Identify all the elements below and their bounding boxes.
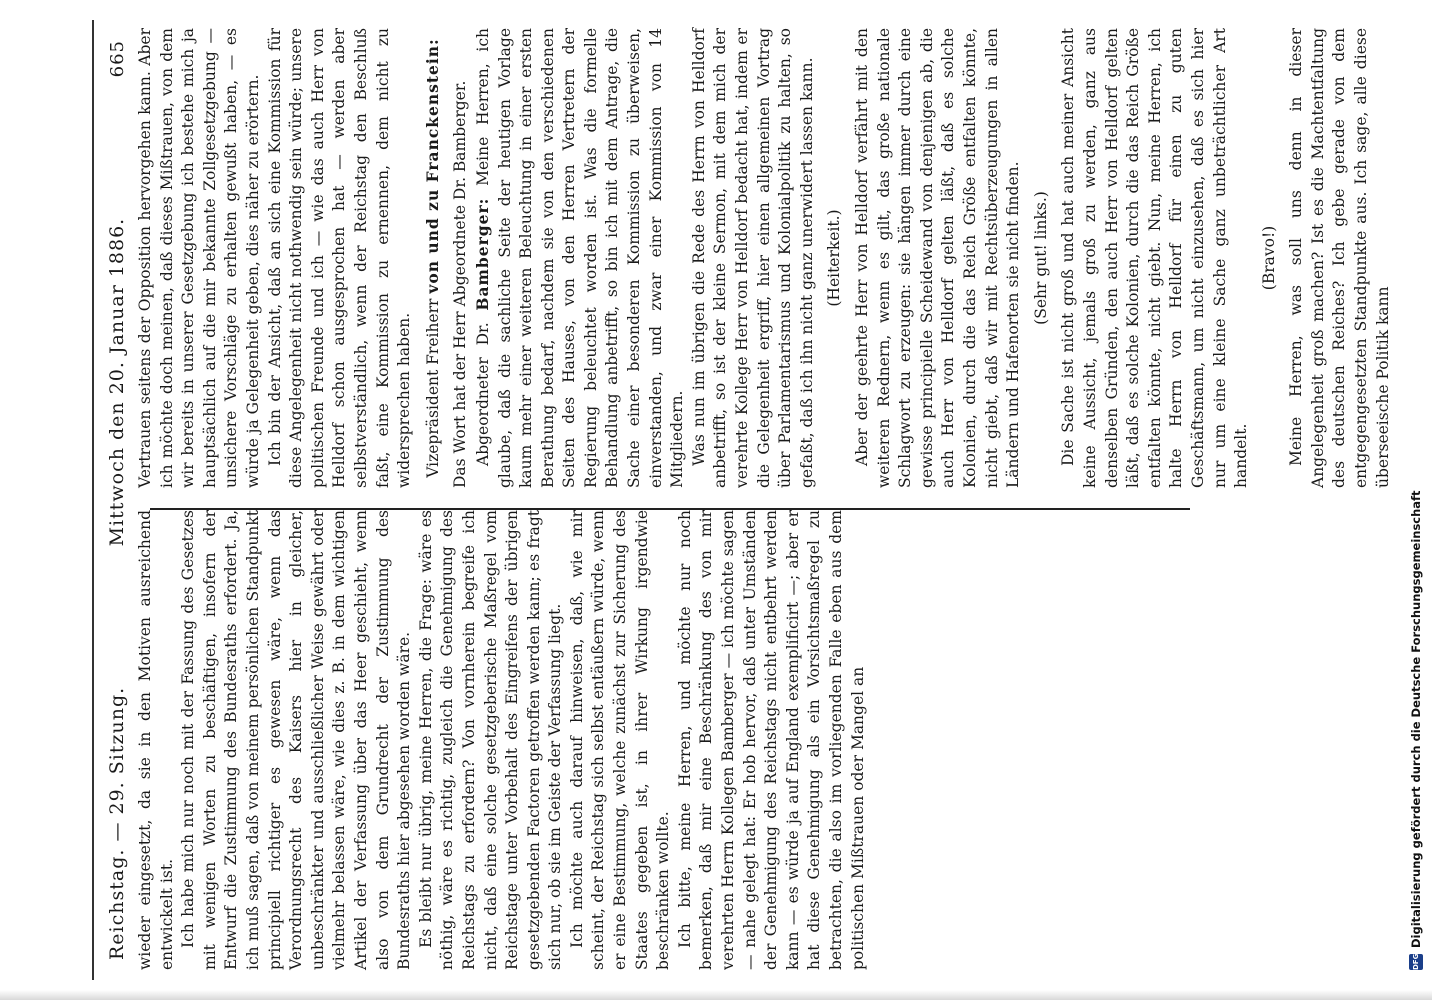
header-left: Reichstag. — 29. Sitzung. [106, 686, 128, 960]
stage-direction: (Heiterkeit.) [825, 209, 844, 307]
speaker-name: Bamberger: [472, 197, 492, 311]
right-paragraph: Vertrauen seitens der Opposition hervorgehen kann. Aber ich möchte doch meinen, daß dieses Mißtrauen, von dem wir bereits in unserer Gesetzgebung ich bestehe mich ja hauptsächlich auf die mir bekannte Zollgesetzgebung — unsichere Vorschläge zu erhalten gewußt haben, — es würde ja Gelegenheit geben, dies näher zu erörtern. [136, 28, 262, 488]
stage-direction: (Sehr gut! links.) [1031, 191, 1050, 325]
right-paragraph: Die Sache ist nicht groß und hat auch meiner Ansicht keine Aussicht, jemals groß zu werden, ganz aus denselben Gründen, den auch Herr von Helldorf gelten läßt, daß es solche Kolonien, durch die das Reich Größe entfalten könnte, nicht giebt. Nun, meine Herren, ich halte Herrn von Helldorf für einen zu guten Geschäftsmann, um nicht einzusehen, daß es sich hier nur um eine kleine Sache ganz unbeträchtlicher Art handelt. [1059, 28, 1251, 488]
left-paragraph: Ich möchte auch darauf hinweisen, daß, wie mir scheint, der Reichstag sich selbst entäußern würde, wenn er eine Bestimmung, welche zunächst zur Sicherung des Staates gegeben ist, in ihrer Wirkung irgendwie beschränken wollte. [567, 510, 673, 970]
running-header [100, 40, 134, 960]
header-center: Mittwoch den 20. Januar 1886. [106, 217, 128, 547]
dfg-logo-icon: DFG [1409, 954, 1423, 970]
speech-opening [472, 28, 689, 488]
presiding-officer-line [422, 28, 445, 488]
vp-name: von und zu Franckenstein: [422, 38, 442, 294]
left-paragraph: Ich bitte, meine Herren, und möchte nur noch bemerken, daß mir eine Beschränkung des von mir verehrten Herrn Kollegen Bamberger — ich möchte sagen — nahe gelegt hat: Er hob hervor, daß unter Umständen der Genehmigung des Reichstags nicht entbehrt werden kann — es würde ja auf England exemplificirt —; aber er hat diese Genehmigung als ein Vorsichtsmaßregel zu betrachten, die also im vorliegenden Falle eben aus dem politischen Mißtrauen oder Mangel an [675, 510, 867, 970]
column-divider [150, 508, 1190, 510]
stage-direction: (Bravo!) [1259, 225, 1278, 291]
left-paragraph: wieder eingesetzt, da sie in den Motiven ausreichend entwickelt ist. [136, 510, 176, 970]
right-paragraph: Ich bin der Ansicht, daß an sich eine Kommission für diese Angelegenheit nicht nothwendig sein würde; unsere politischen Freunde und ich — wie das auch Herr von Helldorf schon ausgesprochen hat — werden aber selbstverständlich, wenn der Reichstag den Beschluß faßt, eine Kommission zu ernennen, dem nicht zu widersprechen haben. [265, 28, 414, 488]
digitization-credit [1405, 30, 1427, 970]
page-number: 665 [106, 40, 128, 78]
vp-title: Vizepräsident Freiherr [423, 298, 442, 478]
right-paragraph: Was nun im übrigen die Rede des Herrn von Helldorf anbetrifft, so ist der kleine Sermon, mit dem mich der verehrte Kollege Herr von Helldorf bedacht hat, indem er die Gelegenheit ergriff, hier einen allgemeinen Vortrag über Parlamentarismus und Kolonialpolitik zu halten, so gefaßt, daß ich ihn nicht ganz unerwidert lassen kann. [689, 28, 816, 488]
digitization-note: Digitalisierung gefördert durch die Deutsche Forschungsgemeinschaft [1409, 490, 1423, 948]
right-paragraph: Meine Herren, was soll uns denn in dieser Angelegenheit groß machen? Ist es die Machtentfaltung des deutschen Reiches? Ich gebe gerade von dem entgegengesetzten Standpunkte aus. Ich sage, alle diese überseeische Politik kann [1287, 28, 1392, 488]
right-paragraph: Aber der geehrte Herr von Helldorf verfährt mit den weiteren Rednern, wenn es gilt, das große nationale Schlagwort zu erzeugen: sie hängen immer durch eine gewisse principielle Scheidewand von denjenigen ab, die auch Herr von Helldorf gelten läßt, daß es solche Kolonien, durch die das Reich Größe entfalten könnte, nicht giebt, daß wir mit Rechtsüberzeugungen in allen Ländern und Hafenorten sie nicht finden. [853, 28, 1023, 488]
speaker-title: Abgeordneter Dr. [473, 322, 492, 466]
left-column [135, 510, 1295, 970]
left-paragraph: Ich habe mich nur noch mit der Fassung des Gesetzes mit wenigen Worten zu beschäftigen, insofern der Entwurf die Zustimmung des Bundesraths erfordert. Ja, ich muß sagen, daß von meinem persönlichen Standpunkt principiell richtiger es gewesen wäre, wenn das Verordnungsrecht des Kaisers hier in gleicher, unbeschränkter und ausschließlicher Weise gewährt oder vielmehr belassen wäre, wie dies z. B. in dem wichtigen Artikel der Verfassung über das Heer geschieht, wenn also von dem Grundrecht der Zustimmung des Bundesraths hier abgesehen worden wäre. [179, 510, 414, 970]
floor-given-line: Das Wort hat der Herr Abgeordnete Dr. Bamberger. [451, 80, 470, 488]
header-rule [92, 20, 94, 980]
left-paragraph: Es bleibt nur übrig, meine Herren, die Frage: wäre es nöthig, wäre es richtig, zugleich die Genehmigung des Reichstags zu erfordern? Von vornherein begreife ich nicht, daß eine solche gesetzgeberische Maßregel vom Reichstage unter Vorbehalt des Eingreifens der übrigen gesetzgebenden Factoren getroffen werden kann; es fragt sich nur, ob sie im Geiste der Verfassung liegt. [416, 510, 565, 970]
right-column [135, 28, 1392, 488]
scan-edge-shadow [0, 990, 1432, 1000]
speech-text: Meine Herren, ich glaube, daß die sachliche Seite der heutigen Vorlage kaum mehr einer weiteren Beleuchtung in einer ersten Berathung bedarf, nachdem sie von den verschiedenen Seiten des Hauses, von den Herren Vertretern der Regierung beleuchtet worden ist. Was die formelle Behandlung anbetrifft, so bin ich mit dem Antrage, die Sache einer besonderen Kommission zu überweisen, einverstanden, und zwar einer Kommission von 14 Mitgliedern. [473, 28, 687, 488]
